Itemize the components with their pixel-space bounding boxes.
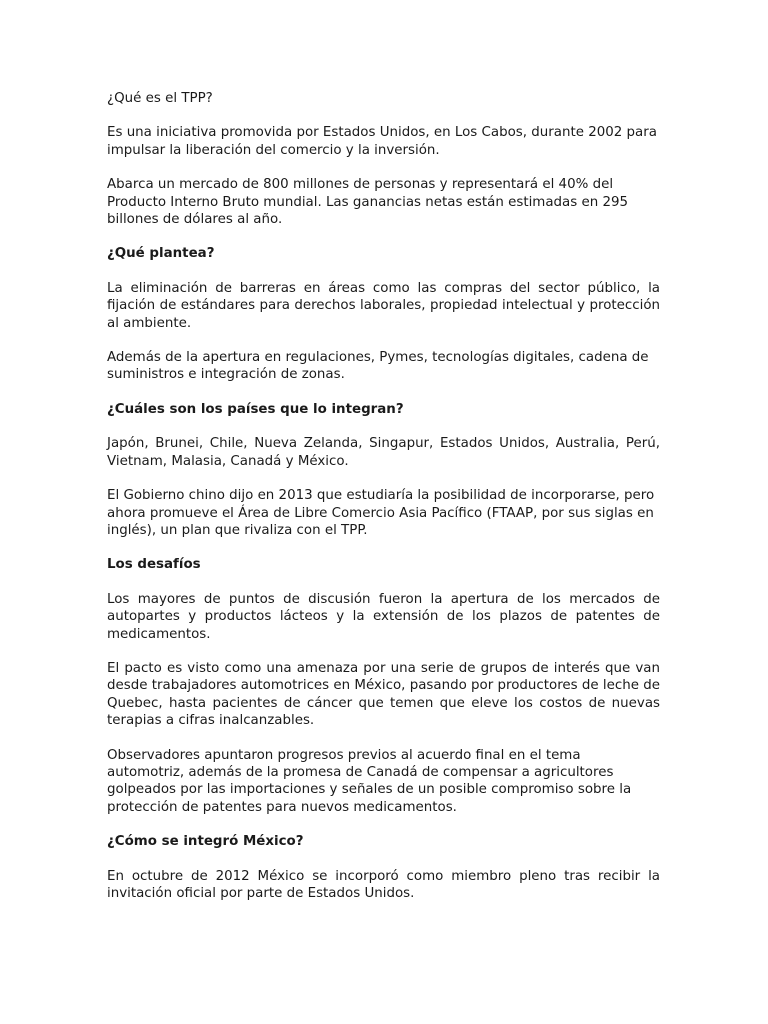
heading-challenges: Los desafíos [107, 557, 201, 573]
heading-mexico: ¿Cómo se integró México? [107, 834, 304, 850]
paragraph-country-list: Japón, Brunei, Chile, Nueva Zelanda, Singapur, Estados Unidos, Australia, Perú, Vietnam, Malasia, Canadá y México. [107, 436, 660, 469]
paragraph-china: El Gobierno chino dijo en 2013 que estudiaría la posibilidad de incorporarse, pero ahora promueve el Área de Libre Comercio Asia Pacífico (FTAAP, por sus siglas en inglés), un plan que rivaliza con el TPP. [107, 488, 655, 538]
paragraph-threat: El pacto es visto como una amenaza por una serie de grupos de interés que van desde trabajadores automotrices en México, pasando por productores de leche de Quebec, hasta pacientes de cáncer que temen que eleve los costos de nuevas terapias a cifras inalcanzables. [107, 660, 660, 729]
paragraph-observers: Observadores apuntaron progresos previos al acuerdo final en el tema automotriz, además de la promesa de Canadá de compensar a agricultores golpeados por las importaciones y señales de un posible compromiso sobre la protección de patentes para nuevos medicamentos. [107, 747, 632, 815]
paragraph-barriers: La eliminación de barreras en áreas como las compras del sector público, la fijación de estándares para derechos laborales, propiedad intelectual y protección al ambiente. [107, 280, 660, 331]
paragraph-market: Abarca un mercado de 800 millones de personas y representará el 40% del Producto Interno Bruto mundial. Las ganancias netas están estimadas en 295 billones de dólares al año. [107, 177, 629, 228]
heading-que-plantea: ¿Qué plantea? [107, 246, 215, 262]
heading-countries: ¿Cuáles son los países que lo integran? [107, 401, 404, 417]
document-page [107, 90, 660, 919]
paragraph-regulations: Además de la apertura en regulaciones, Pymes, tecnologías digitales, cadena de suministros e integración de zonas. [107, 350, 649, 383]
paragraph-discussion-points: Los mayores de puntos de discusión fueron la apertura de los mercados de autopartes y productos lácteos y la extensión de los plazos de patentes de medicamentos. [107, 591, 660, 642]
paragraph-mexico-joined: En octubre de 2012 México se incorporó como miembro pleno tras recibir la invitación oficial por parte de Estados Unidos. [107, 868, 660, 901]
question-what-is-tpp: ¿Qué es el TPP? [107, 91, 213, 106]
paragraph-initiative: Es una iniciativa promovida por Estados Unidos, en Los Cabos, durante 2002 para impulsar la liberación del comercio y la inversión. [107, 125, 657, 158]
